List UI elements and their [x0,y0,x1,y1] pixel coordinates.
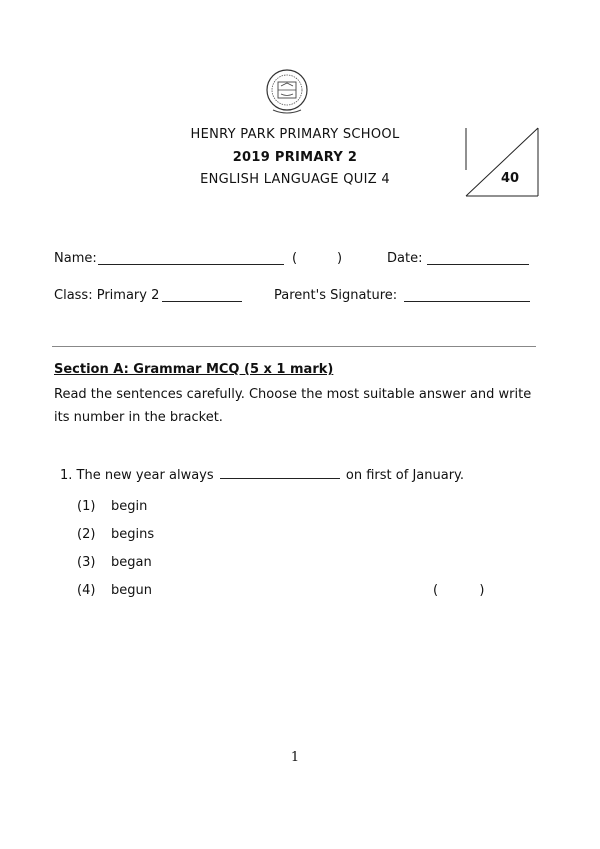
section-instructions: Read the sentences carefully. Choose the most suitable answer and write its number in the bracket. [54,387,532,425]
signature-label: Parent's Signature: [274,288,398,303]
option-3 [77,555,152,570]
index-close-paren: ) [337,251,343,266]
option-text: begun [111,583,152,598]
date-label: Date: [387,251,423,266]
school-name: HENRY PARK PRIMARY SCHOOL [190,127,400,142]
class-label: Class: Primary 2 [54,288,160,303]
option-text: begin [111,499,148,514]
score-total: 40 [500,171,520,186]
signature-field[interactable] [404,301,530,302]
index-open-paren: ( [292,251,298,266]
option-text: began [111,555,152,570]
question-number: 1. [60,468,73,483]
section-divider [52,346,536,347]
question-text-before: The new year always [76,468,214,483]
option-text: begins [111,527,155,542]
option-number: (3) [77,555,96,570]
option-number: (4) [77,583,96,598]
score-box [462,126,542,200]
name-field[interactable] [98,264,284,265]
school-crest-icon [265,66,309,118]
section-title: Section A: Grammar MCQ (5 x 1 mark) [54,362,334,377]
option-4 [77,583,152,598]
question-blank [220,468,340,479]
name-label: Name: [54,251,97,266]
year-level: 2019 PRIMARY 2 [232,150,358,165]
page-number: 1 [290,750,300,765]
date-field[interactable] [427,264,529,265]
option-2 [77,527,154,542]
option-number: (1) [77,499,96,514]
question-stem [60,468,464,483]
answer-bracket[interactable]: ( ) [433,583,485,598]
option-1 [77,499,147,514]
quiz-title: ENGLISH LANGUAGE QUIZ 4 [200,172,390,187]
class-field[interactable] [162,301,242,302]
option-number: (2) [77,527,96,542]
question-text-after: on first of January. [345,468,465,483]
